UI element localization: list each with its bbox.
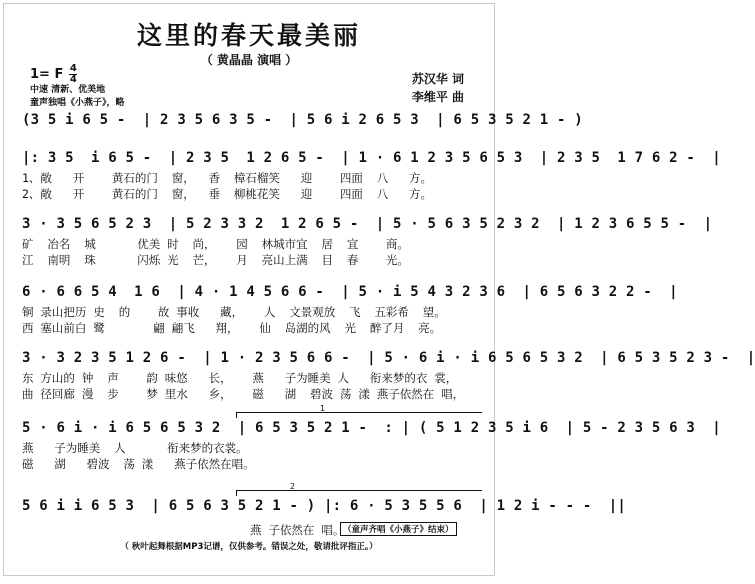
lyric-verse-2: 西 塞山前白 鹭 翩 翩飞 翔， 仙 岛湖的风 光 醉了月 亮。 (22, 321, 442, 335)
lyric-verse-1: 燕 子为睡美 人 衔来梦的衣裳。 (22, 441, 248, 455)
volta-bracket-1 (236, 412, 482, 413)
time-bottom: 4 (69, 74, 77, 85)
lyric-verse-2: 磁 湖 碧波 荡 漾 燕子依然在唱。 (22, 457, 255, 471)
volta-label-1: 1 (320, 404, 326, 413)
lyric-verse-1: 东 方山的 钟 声 韵 味悠 长， 燕 子为睡美 人 衔来梦的衣 裳， (22, 371, 458, 385)
performer-line: （ 黄晶晶 演唱 ） (200, 53, 298, 67)
notation-line: |: 3 5 i 6 5 - | 2 3 5 1 2 6 5 - | 1 · 6 1 2 3 5 6 5 3 | 2 3 5 1 7 6 2 - | (22, 150, 721, 166)
volta-tick (236, 412, 237, 418)
lyric-verse-2: 曲 径回廊 漫 步 梦 里水 乡， 磁 湖 碧波 荡 漾 燕子依然在 唱， (22, 387, 465, 401)
tempo-marking: 中速 清新、优美地 (30, 85, 106, 95)
score-page (3, 3, 755, 576)
notation-line: 3 · 3 5 6 5 2 3 | 5 2 3 3 2 1 2 6 5 - | 5 · 5 6 3 5 2 3 2 | 1 2 3 6 5 5 - | (22, 216, 713, 232)
lyric-verse-1: 矿 冶名 城 优美 时 尚， 园 林城市宜 居 宜 商。 (22, 237, 410, 251)
notation-line: (3 5 i 6 5 - | 2 3 5 6 3 5 - | 5 6 i 2 6 5 3 | 6 5 3 5 2 1 - ) (22, 112, 583, 128)
transcription-footnote: （ 秋叶起舞根据MP3记谱，仅供参考。错误之处，敬请批评指正。） (120, 542, 378, 552)
staff-system-6 (22, 420, 721, 472)
lyric-verse-2: 江 南明 珠 闪烁 光 芒， 月 亮山上满 目 春 光。 (22, 253, 410, 267)
lyric-verse-2: 2、敞 开 黄石的门 窗， 垂 柳桃花笑 迎 四面 八 方。 (22, 187, 433, 201)
key-label: 1= F (30, 67, 64, 82)
staff-system-3 (22, 216, 713, 268)
ending-lyric: 燕 子依然在 唱。 (250, 523, 345, 537)
lyric-verse-1: 铜 录山把历 史 的 故 事收 藏， 人 文景观放 飞 五彩希 望。 (22, 305, 446, 319)
song-title: 这里的春天最美丽 (136, 21, 361, 50)
composer-credit: 李维平 曲 (411, 90, 464, 104)
staff-system-1 (22, 112, 583, 132)
time-top: 4 (69, 63, 77, 74)
performance-note: 童声独唱《小燕子》，略 (30, 98, 125, 108)
volta-label-2: 2 (290, 482, 296, 491)
volta-bracket-2 (236, 490, 482, 491)
staff-system-2 (22, 150, 721, 202)
notation-line: 5 6 i i 6 5 3 | 6 5 6 3 5 2 1 - ) |: 6 · 5 3 5 5 6 | 1 2 i - - - || (22, 498, 627, 514)
lyricist-credit: 苏汉华 词 (411, 72, 464, 86)
notation-line: 5 · 6 i · i 6 5 6 5 3 2 | 6 5 3 5 2 1 - : | ( 5 1 2 3 5 i 6 | 5 - 2 3 5 6 3 | (22, 420, 721, 436)
staff-system-7 (22, 498, 627, 518)
lyric-verse-1: 1、敞 开 黄石的门 窗， 香 樟石榴笑 迎 四面 八 方。 (22, 171, 433, 185)
staff-system-5 (22, 350, 755, 402)
notation-line: 3 · 3 2 3 5 1 2 6 - | 1 · 2 3 5 6 6 - | 5 · 6 i · i 6 5 6 5 3 2 | 6 5 3 5 2 3 - | (22, 350, 755, 366)
ending-note: （童声齐唱《小燕子》结束） (340, 522, 457, 536)
notation-line: 6 · 6 6 5 4 1 6 | 4 · 1 4 5 6 6 - | 5 · i 5 4 3 2 3 6 | 6 5 6 3 2 2 - | (22, 284, 678, 300)
staff-system-4 (22, 284, 678, 336)
volta-tick (236, 490, 237, 496)
